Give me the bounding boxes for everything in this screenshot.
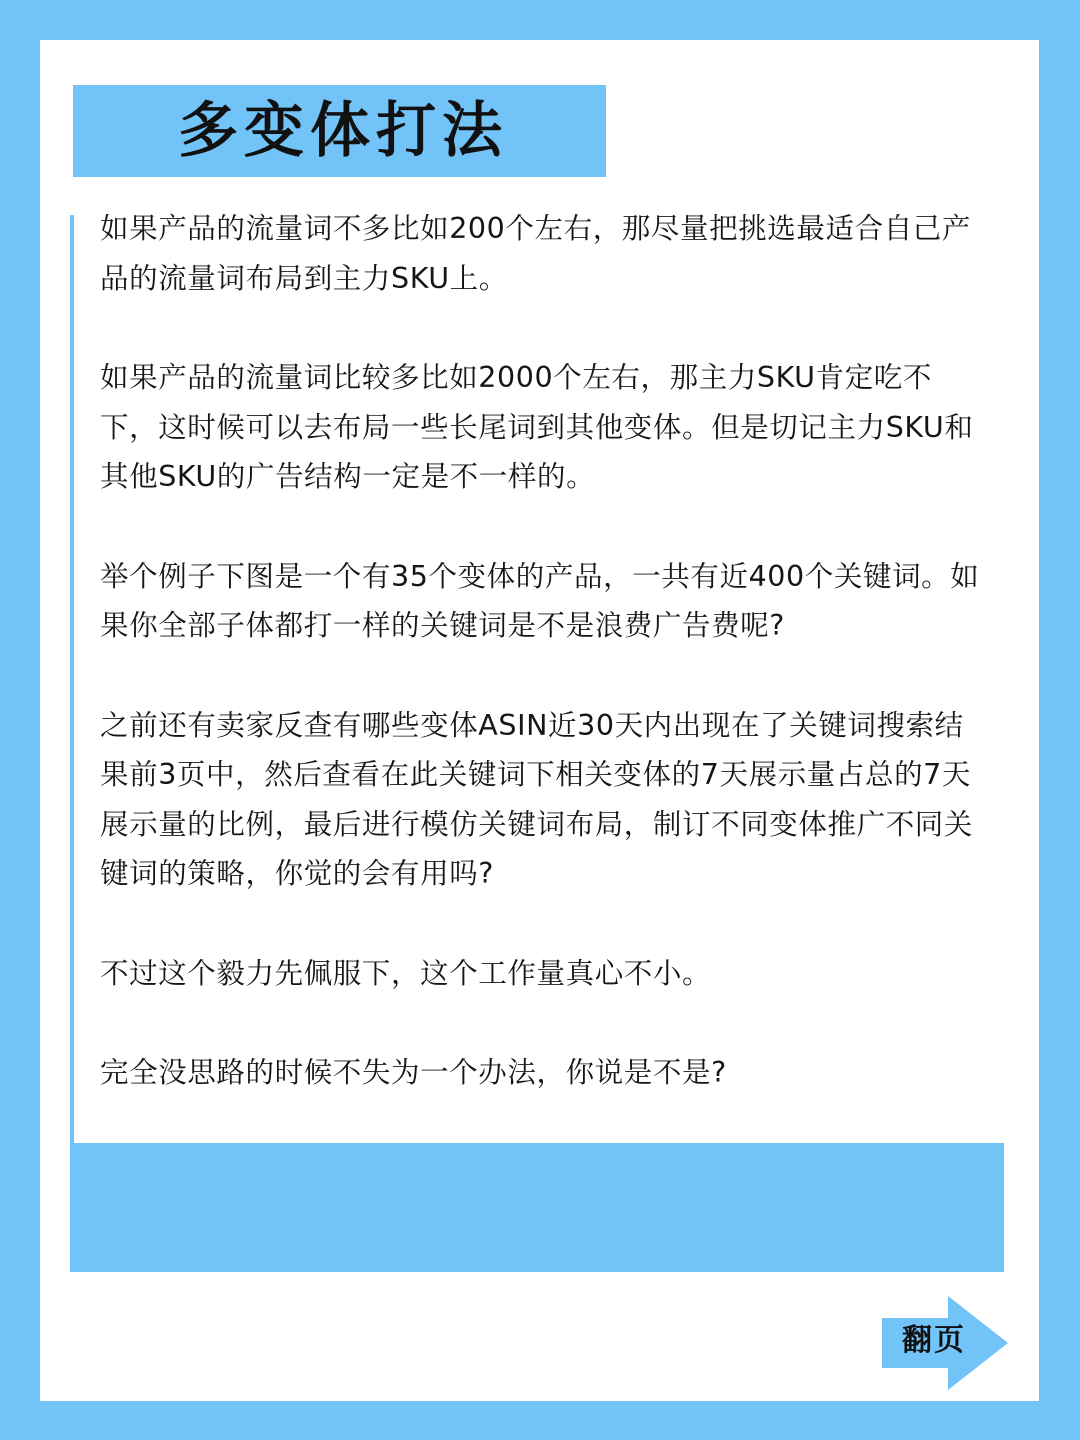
paragraph-1: 如果产品的流量词不多比如200个左右，那尽量把挑选最适合自己产品的流量词布局到主力SKU上。 — [100, 212, 971, 295]
bottom-accent-block — [70, 1143, 1004, 1272]
paragraph-6: 完全没思路的时候不失为一个办法，你说是不是? — [100, 1056, 727, 1089]
page-turn-label: 翻页 — [902, 1323, 966, 1358]
paragraph-5: 不过这个毅力先佩服下，这个工作量真心不小。 — [100, 956, 712, 990]
page-title: 多变体打法 — [178, 96, 508, 166]
left-accent-line — [70, 215, 74, 1143]
page-turn-button[interactable] — [882, 1296, 1008, 1390]
paragraph-2: 如果产品的流量词比较多比如2000个左右，那主力SKU肯定吃不下，这时候可以去布局一些长尾词到其他变体。但是切记主力SKU和其他SKU的广告结构一定是不一样的。 — [100, 361, 974, 493]
paragraph-3: 举个例子下图是一个有35个变体的产品，一共有近400个关键词。如果你全部子体都打一样的关键词是不是浪费广告费呢? — [100, 559, 980, 642]
article-body — [100, 204, 985, 1148]
paragraph-4: 之前还有卖家反查有哪些变体ASIN近30天内出现在了关键词搜索结果前3页中，然后查看在此关键词下相关变体的7天展示量占总的7天展示量的比例，最后进行模仿关键词布局，制订不同变体推广不同关键词的策略，你觉的会有用吗? — [100, 708, 974, 890]
title-banner — [73, 85, 606, 177]
